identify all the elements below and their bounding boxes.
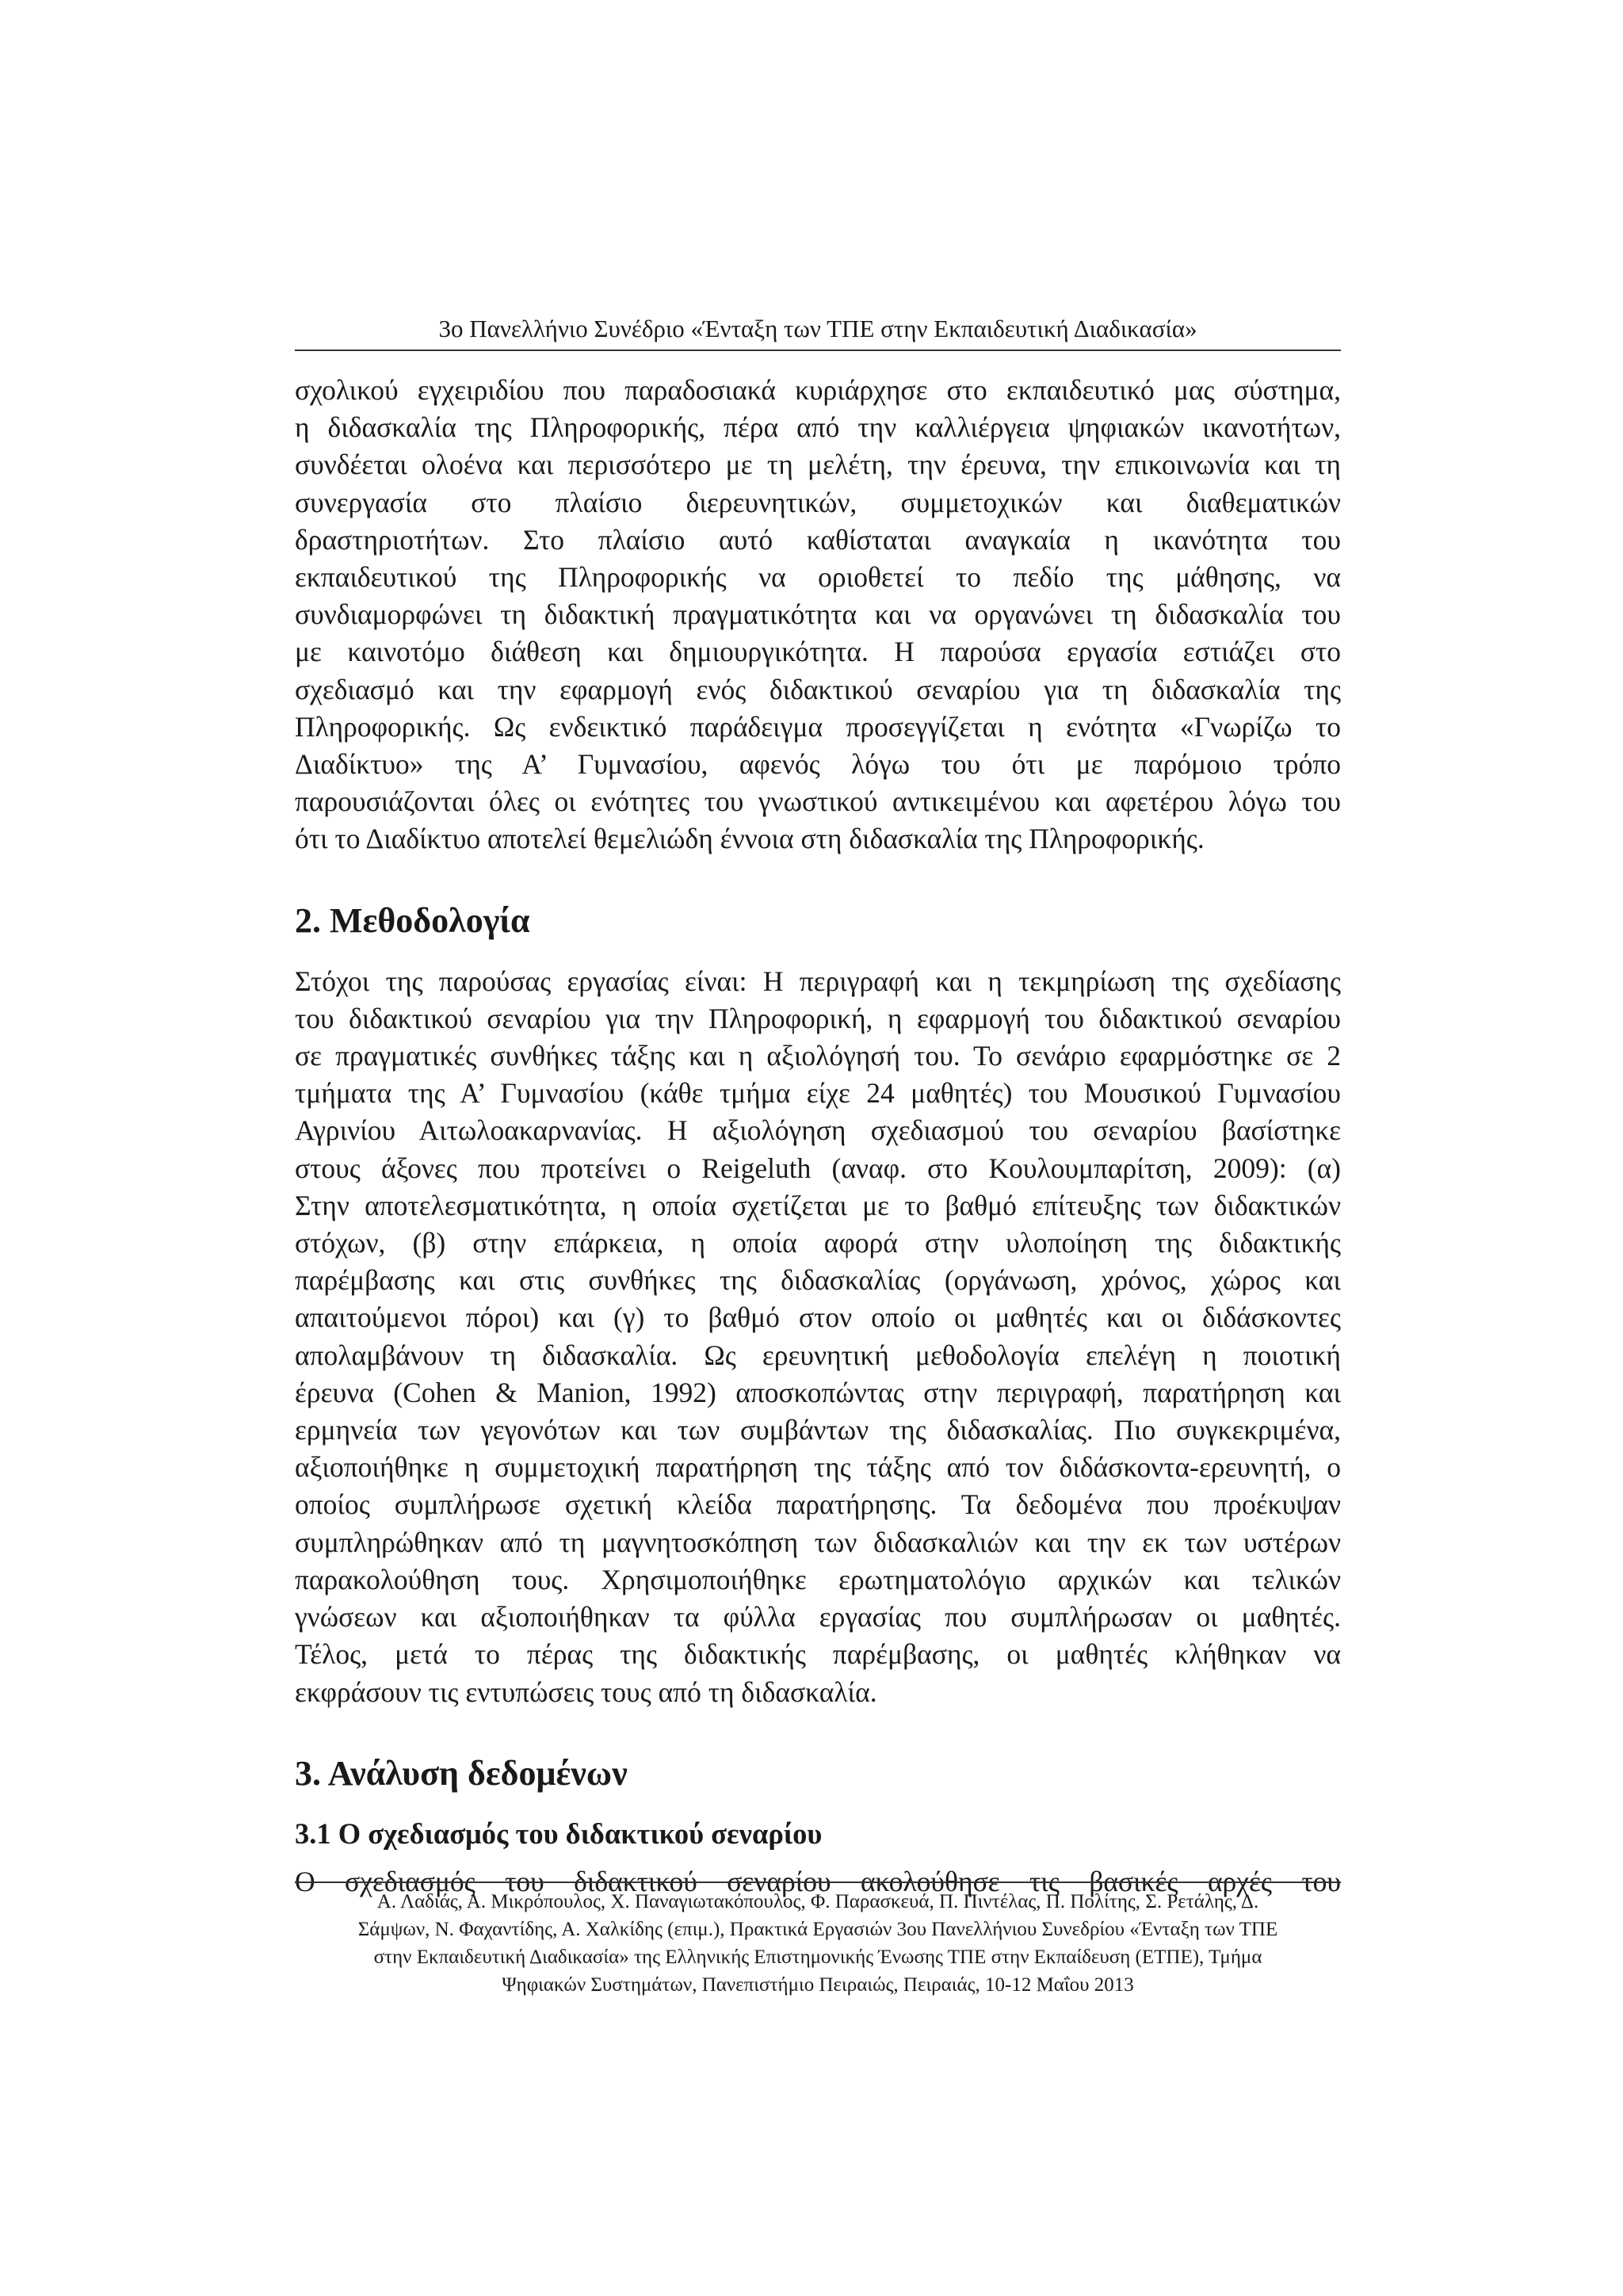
text-line: τμήματα της Α’ Γυμνασίου (κάθε τμήμα είχε 24 μαθητές) του Μουσικού Γυμνασίου	[295, 1077, 1341, 1110]
text-line: οποίος συμπλήρωσε σχετική κλείδα παρατήρησης. Τα δεδομένα που προέκυψαν	[295, 1488, 1341, 1521]
intro-paragraph	[295, 372, 1341, 858]
footer-line: Α. Λαδιάς, Α. Μικρόπουλος, Χ. Παναγιωτακόπουλος, Φ. Παρασκευά, Π. Πιντέλας, Π. Πολίτης, Σ. Ρετάλης, Δ.	[376, 1891, 1259, 1912]
text-line: αξιοποιήθηκε η συμμετοχική παρατήρηση της τάξης από τον διδάσκοντα-ερευνητή, ο	[295, 1451, 1341, 1484]
text-line: σχεδιασμό και την εφαρμογή ενός διδακτικού σεναρίου για τη διδασκαλία της	[295, 673, 1341, 705]
text-line: συμπληρώθηκαν από τη μαγνητοσκόπηση των διδασκαλιών και την εκ των υστέρων	[295, 1526, 1341, 1558]
text-line: παρουσιάζονται όλες οι ενότητες του γνωστικού αντικειμένου και αφετέρου λόγω του	[295, 785, 1341, 818]
text-line: ότι το Διαδίκτυο αποτελεί θεμελιώδη έννοια στη διδασκαλία της Πληροφορικής.	[295, 823, 1205, 855]
text-line: έρευνα (Cohen & Manion, 1992) αποσκοπώντας στην περιγραφή, παρατήρηση και	[295, 1376, 1341, 1408]
text-line: Αγρινίου Αιτωλοακαρνανίας. Η αξιολόγηση σχεδιασμού του σεναρίου βασίστηκε	[295, 1114, 1341, 1147]
text-line: συνεργασία στο πλαίσιο διερευνητικών, συμμετοχικών και διαθεματικών	[295, 486, 1341, 518]
text-line: Διαδίκτυο» της Α’ Γυμνασίου, αφενός λόγω του ότι με παρόμοιο τρόπο	[295, 748, 1341, 781]
text-line: σε πραγματικές συνθήκες τάξης και η αξιολόγησή του. Το σενάριο εφαρμόστηκε σε 2	[295, 1040, 1341, 1072]
text-line: Τέλος, μετά το πέρας της διδακτικής παρέμβασης, οι μαθητές κλήθηκαν να	[295, 1638, 1341, 1671]
text-line: Ο σχεδιασμός του διδακτικού σεναρίου ακολούθησε τις βασικές αρχές του	[295, 1865, 1341, 1897]
text-line: απαιτούμενοι πόροι) και (γ) το βαθμό στον οποίο οι μαθητές και οι διδάσκοντες	[295, 1301, 1341, 1334]
text-line: παρέμβασης και στις συνθήκες της διδασκαλίας (οργάνωση, χρόνος, χώρος και	[295, 1264, 1341, 1297]
text-line: απολαμβάνουν τη διδασκαλία. Ως ερευνητική μεθοδολογία επελέγη η ποιοτική	[295, 1339, 1341, 1371]
page-content	[295, 313, 1341, 1901]
text-line: Στόχοι της παρούσας εργασίας είναι: Η περιγραφή και η τεκμηρίωση της σχεδίασης	[295, 965, 1341, 997]
text-line: εκφράσουν τις εντυπώσεις τους από τη διδασκαλία.	[295, 1675, 877, 1708]
text-line: στους άξονες που προτείνει ο Reigeluth (αναφ. στο Κουλουμπαρίτση, 2009): (α)	[295, 1152, 1341, 1184]
text-line: του διδακτικού σεναρίου για την Πληροφορική, η εφαρμογή του διδακτικού σεναρίου	[295, 1002, 1341, 1034]
running-header: 3ο Πανελλήνιο Συνέδριο «Ένταξη των ΤΠΕ στην Εκπαιδευτική Διαδικασία»	[295, 313, 1341, 351]
footer-line: Ψηφιακών Συστημάτων, Πανεπιστήμιο Πειραιώς, Πειραιάς, 10-12 Μαΐου 2013	[502, 1974, 1134, 1996]
text-line: ερμηνεία των γεγονότων και των συμβάντων της διδασκαλίας. Πιο συγκεκριμένα,	[295, 1414, 1341, 1446]
subsection-heading-scenario-design: 3.1 Ο σχεδιασμός του διδακτικού σεναρίου	[295, 1817, 823, 1850]
page-footer	[295, 1881, 1341, 1999]
text-line: η διδασκαλία της Πληροφορικής, πέρα από την καλλιέργεια ψηφιακών ικανοτήτων,	[295, 411, 1341, 444]
text-line: γνώσεων και αξιοποιήθηκαν τα φύλλα εργασίας που συμπλήρωσαν οι μαθητές.	[295, 1601, 1341, 1633]
text-line: Πληροφορικής. Ως ενδεικτικό παράδειγμα προσεγγίζεται η ενότητα «Γνωρίζω το	[295, 710, 1341, 743]
footer-line: Σάμψων, Ν. Φαχαντίδης, Α. Χαλκίδης (επιμ.), Πρακτικά Εργασιών 3ου Πανελλήνιου Συνεδρίου «Ένταξη των ΤΠΕ	[357, 1919, 1278, 1940]
text-line: συνδέεται ολοένα και περισσότερο με τη μελέτη, την έρευνα, την επικοινωνία και τη	[295, 449, 1341, 481]
text-line: παρακολούθηση τους. Χρησιμοποιήθηκε ερωτηματολόγιο αρχικών και τελικών	[295, 1563, 1341, 1595]
text-line: στόχων, (β) στην επάρκεια, η οποία αφορά στην υλοποίηση της διδακτικής	[295, 1227, 1341, 1259]
text-line: Στην αποτελεσματικότητα, η οποία σχετίζεται με το βαθμό επίτευξης των διδακτικών	[295, 1189, 1341, 1221]
text-line: δραστηριοτήτων. Στο πλαίσιο αυτό καθίσταται αναγκαία η ικανότητα του	[295, 523, 1341, 556]
text-line: με καινοτόμο διάθεση και δημιουργικότητα. Η παρούσα εργασία εστιάζει στο	[295, 636, 1341, 668]
text-line: σχολικού εγχειριδίου που παραδοσιακά κυριάρχησε στο εκπαιδευτικό μας σύστημα,	[295, 374, 1341, 406]
text-line: συνδιαμορφώνει τη διδακτική πραγματικότητα και να οργανώνει τη διδασκαλία του	[295, 598, 1341, 631]
text-line: εκπαιδευτικού της Πληροφορικής να οριοθετεί το πεδίο της μάθησης, να	[295, 561, 1341, 594]
section-heading-methodology: 2. Μεθοδολογία	[295, 900, 530, 940]
footer-line: στην Εκπαιδευτική Διαδικασία» της Ελληνικής Επιστημονικής Ένωσης ΤΠΕ στην Εκπαίδευση (ΕΤΠΕ), Τμήμα	[373, 1946, 1262, 1968]
section-heading-analysis: 3. Ανάλυση δεδομένων	[295, 1753, 628, 1793]
methodology-paragraph	[295, 963, 1341, 1711]
